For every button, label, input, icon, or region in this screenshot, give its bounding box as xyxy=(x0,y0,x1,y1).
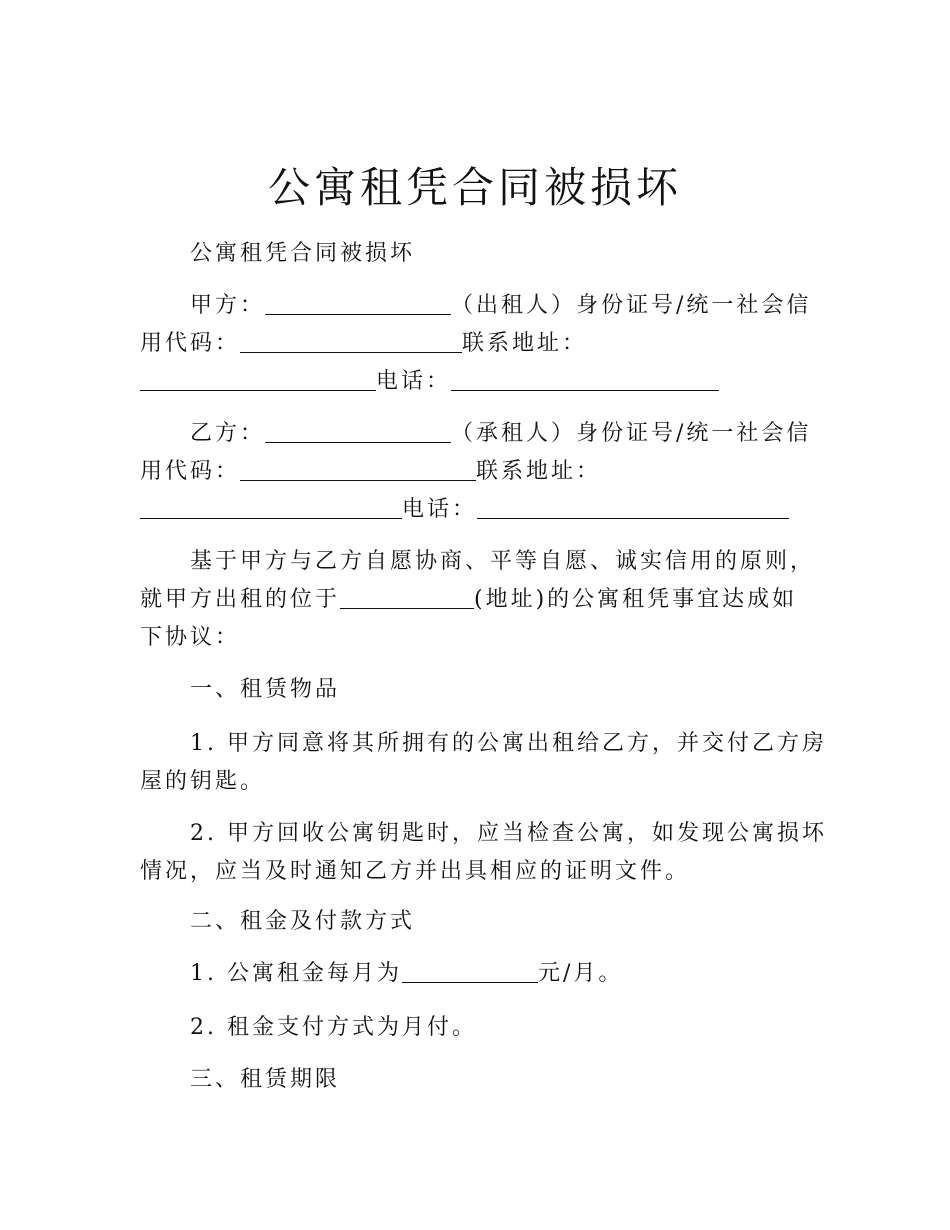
section-2-item-1 xyxy=(190,958,623,990)
section-3-heading: 三、租赁期限 xyxy=(190,1067,341,1092)
party-a-label: 甲方： xyxy=(190,293,266,318)
party-a-role-text: （出租人）身份证号/统一社会信 xyxy=(451,293,812,318)
document-subtitle: 公寓租凭合同被损坏 xyxy=(190,241,416,266)
party-b-phone-label: 电话： xyxy=(402,497,478,522)
section-1-heading: 一、租赁物品 xyxy=(190,677,341,702)
intro-line-2 xyxy=(140,584,797,616)
intro-line-2-prefix: 就甲方出租的位于 xyxy=(140,587,341,612)
party-b-line-3 xyxy=(140,494,789,526)
party-b-label: 乙方： xyxy=(190,421,266,446)
section-1-item-2-line-1: 2. 甲方回收公寓钥匙时，应当检查公寓，如发现公寓损坏 xyxy=(190,821,827,846)
party-a-line-3 xyxy=(140,366,719,398)
party-a-line-1 xyxy=(190,290,811,322)
party-b-name-blank xyxy=(265,418,451,443)
party-a-phone-label: 电话： xyxy=(376,369,452,394)
party-b-address-label: 联系地址： xyxy=(476,459,602,484)
party-a-address-label: 联系地址： xyxy=(462,331,588,356)
intro-line-1: 基于甲方与乙方自愿协商、平等自愿、诚实信用的原则， xyxy=(190,549,816,574)
party-b-id-blank xyxy=(240,456,476,481)
section-2-heading: 二、租金及付款方式 xyxy=(190,909,416,934)
intro-address-blank xyxy=(340,584,474,609)
document-title: 公寓租凭合同被损坏 xyxy=(267,163,682,212)
section-2-item-2: 2. 租金支付方式为月付。 xyxy=(190,1015,477,1040)
rent-amount-blank xyxy=(402,958,538,983)
party-b-address-blank xyxy=(140,494,402,519)
party-b-phone-blank xyxy=(477,494,789,519)
party-a-name-blank xyxy=(265,290,451,315)
section-2-item-1-suffix: 元/月。 xyxy=(537,961,624,986)
section-1-item-1-line-2: 屋的钥匙。 xyxy=(140,769,266,794)
intro-line-2-suffix: (地址)的公寓租凭事宜达成如 xyxy=(474,587,798,612)
party-b-line-2 xyxy=(140,456,601,488)
section-1-item-1-line-1: 1. 甲方同意将其所拥有的公寓出租给乙方，并交付乙方房 xyxy=(190,731,827,756)
party-b-role-text: （承租人）身份证号/统一社会信 xyxy=(451,421,812,446)
party-a-id-blank xyxy=(240,328,462,353)
party-a-id-label: 用代码： xyxy=(140,331,241,356)
party-a-phone-blank xyxy=(451,366,719,391)
party-a-address-blank xyxy=(140,366,376,391)
party-b-id-label: 用代码： xyxy=(140,459,241,484)
section-2-item-1-prefix: 1. 公寓租金每月为 xyxy=(190,961,402,986)
party-b-line-1 xyxy=(190,418,811,450)
party-a-line-2 xyxy=(140,328,587,360)
section-1-item-2-line-2: 情况，应当及时通知乙方并出具相应的证明文件。 xyxy=(140,859,691,884)
intro-line-3: 下协议： xyxy=(140,625,241,650)
